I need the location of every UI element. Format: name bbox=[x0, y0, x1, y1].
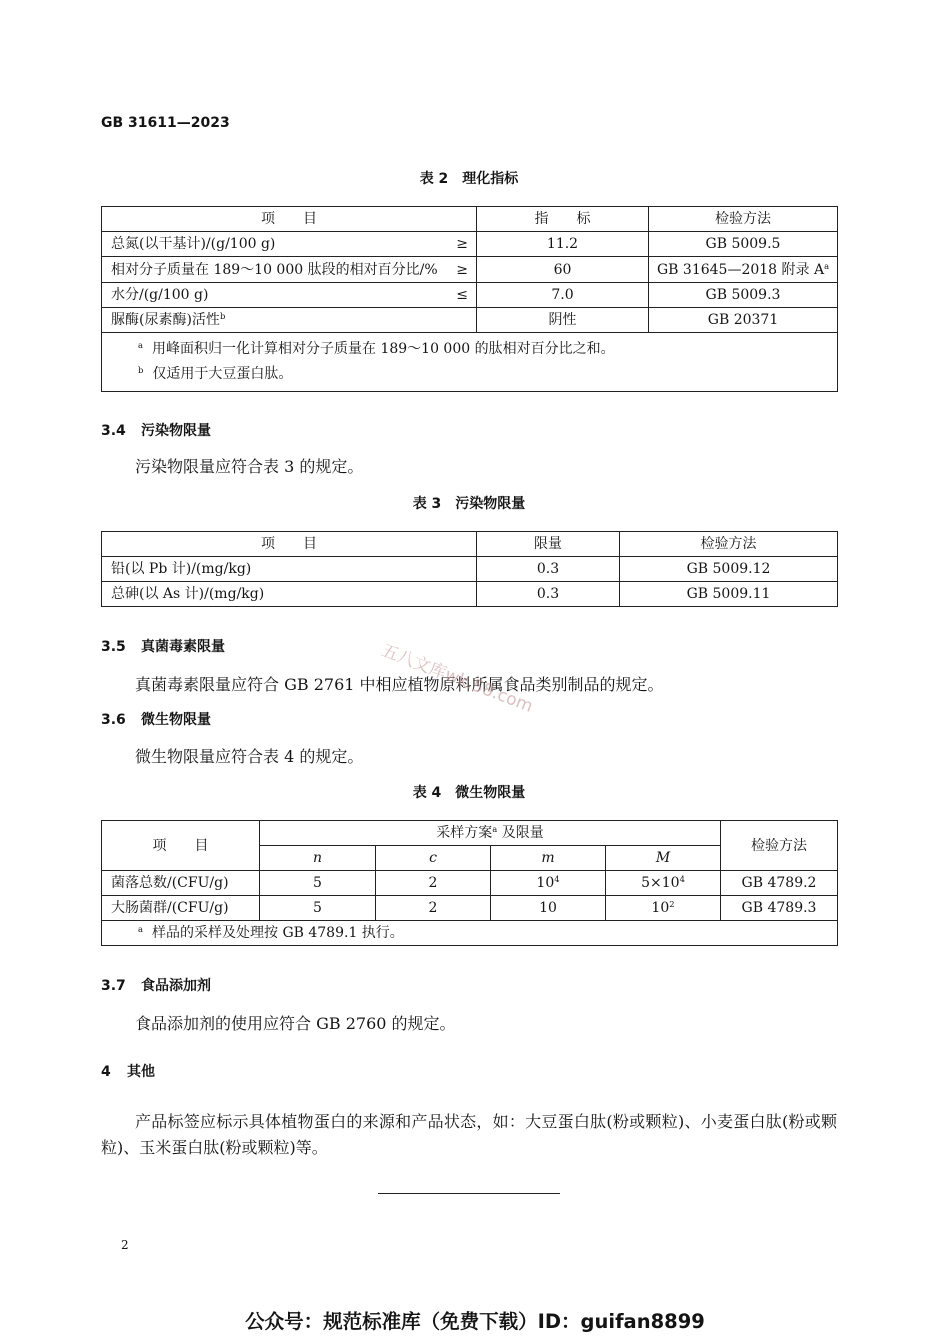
header-item: 项 目 bbox=[102, 821, 260, 871]
section-paragraph: 食品添加剂的使用应符合 GB 2760 的规定。 bbox=[135, 1014, 456, 1033]
table-note bbox=[138, 337, 829, 362]
table-header-row bbox=[102, 207, 838, 232]
comparison-operator: ≤ bbox=[456, 287, 468, 303]
table-row bbox=[102, 232, 838, 257]
table-notes-row bbox=[102, 921, 838, 946]
header-method: 检验方法 bbox=[649, 207, 838, 232]
m-cell: 10 bbox=[491, 896, 606, 921]
footer-banner: 公众号：规范标准库（免费下载）ID：guifan8899 bbox=[245, 1310, 705, 1333]
item-cell bbox=[102, 257, 477, 283]
method-cell: GB 5009.12 bbox=[620, 557, 838, 582]
c-cell: 2 bbox=[376, 896, 491, 921]
table-row bbox=[102, 283, 838, 308]
value-cell: 阴性 bbox=[477, 308, 649, 333]
section-title: 微生物限量 bbox=[141, 712, 211, 728]
value-cell: 60 bbox=[477, 257, 649, 283]
table-row bbox=[102, 557, 838, 582]
m-cell bbox=[491, 871, 606, 896]
method-cell: GB 5009.3 bbox=[649, 283, 838, 308]
section-paragraph: 污染物限量应符合表 3 的规定。 bbox=[135, 457, 364, 476]
header-item: 项 目 bbox=[102, 532, 477, 557]
table-2-physicochemical bbox=[101, 206, 838, 392]
section-paragraph: 微生物限量应符合表 4 的规定。 bbox=[135, 747, 364, 766]
header-value: 指 标 bbox=[477, 207, 649, 232]
method-cell: GB 5009.11 bbox=[620, 582, 838, 607]
item-label: 脲酶(尿素酶)活性 bbox=[111, 312, 220, 328]
section-heading bbox=[101, 711, 401, 729]
section-heading bbox=[101, 638, 401, 656]
note-text: 仅适用于大豆蛋白肽。 bbox=[152, 366, 293, 382]
table-note bbox=[138, 362, 829, 387]
M-cell bbox=[606, 896, 721, 921]
method-cell bbox=[649, 257, 838, 283]
header-M: M bbox=[606, 846, 721, 871]
item-cell: 菌落总数/(CFU/g) bbox=[102, 871, 260, 896]
section-title: 其他 bbox=[127, 1064, 155, 1080]
note-mark: a bbox=[138, 339, 143, 350]
header-item: 项 目 bbox=[102, 207, 477, 232]
sampling-plan-label: 采样方案 bbox=[436, 825, 493, 841]
table-row bbox=[102, 896, 838, 921]
table-header-row bbox=[102, 532, 838, 557]
section-number: 4 bbox=[101, 1064, 111, 1080]
document-code: GB 31611—2023 bbox=[101, 115, 230, 131]
item-cell: 铅(以 Pb 计)/(mg/kg) bbox=[102, 557, 477, 582]
M-exponent: 4 bbox=[679, 873, 685, 884]
sampling-plan-suffix: 及限量 bbox=[497, 825, 544, 841]
section-heading bbox=[101, 1063, 401, 1081]
table-2-title: 表 2 理化指标 bbox=[419, 171, 519, 187]
watermark: 五八文库wk.58.com bbox=[378, 640, 536, 717]
section-number: 3.4 bbox=[101, 423, 126, 439]
footnote-mark: b bbox=[219, 310, 226, 321]
table-notes bbox=[102, 921, 838, 946]
table-header-row bbox=[102, 821, 838, 846]
section-number: 3.5 bbox=[101, 639, 126, 655]
item-label: 水分/(g/100 g) bbox=[111, 287, 209, 303]
header-method: 检验方法 bbox=[721, 821, 838, 871]
paragraph-line: 粒)、玉米蛋白肽(粉或颗粒)等。 bbox=[101, 1138, 328, 1157]
m-exponent: 4 bbox=[554, 873, 560, 884]
note-mark: b bbox=[138, 364, 144, 375]
note-mark: a bbox=[138, 923, 143, 934]
header-method: 检验方法 bbox=[620, 532, 838, 557]
note-text: 样品的采样及处理按 GB 4789.1 执行。 bbox=[152, 925, 404, 941]
table-notes bbox=[102, 333, 838, 392]
table-notes-row bbox=[102, 333, 838, 392]
M-base: 5×10 bbox=[641, 875, 680, 891]
m-base: 10 bbox=[536, 875, 555, 891]
page-number: 2 bbox=[121, 1238, 129, 1252]
item-cell bbox=[102, 283, 477, 308]
section-heading bbox=[101, 422, 401, 440]
method-cell: GB 4789.2 bbox=[721, 871, 838, 896]
header-m: m bbox=[491, 846, 606, 871]
value-cell: 7.0 bbox=[477, 283, 649, 308]
table-row bbox=[102, 308, 838, 333]
table-row bbox=[102, 871, 838, 896]
footnote-mark: a bbox=[492, 823, 498, 834]
table-3-contaminants bbox=[101, 531, 838, 607]
method-text: GB 31645—2018 附录 A bbox=[657, 261, 825, 278]
M-cell bbox=[606, 871, 721, 896]
item-label: 相对分子质量在 189～10 000 肽段的相对百分比/% bbox=[111, 261, 438, 278]
section-heading bbox=[101, 977, 401, 995]
n-cell: 5 bbox=[260, 871, 376, 896]
item-cell: 总砷(以 As 计)/(mg/kg) bbox=[102, 582, 477, 607]
item-cell bbox=[102, 308, 477, 333]
table-row bbox=[102, 257, 838, 283]
limit-cell: 0.3 bbox=[477, 557, 620, 582]
n-cell: 5 bbox=[260, 896, 376, 921]
limit-cell: 0.3 bbox=[477, 582, 620, 607]
note-text: 用峰面积归一化计算相对分子质量在 189～10 000 的肽相对百分比之和。 bbox=[152, 341, 615, 357]
paragraph-line: 产品标签应标示具体植物蛋白的来源和产品状态，如：大豆蛋白肽(粉或颗粒)、小麦蛋白肽(粉或颗 bbox=[135, 1112, 837, 1131]
section-title: 污染物限量 bbox=[141, 423, 211, 439]
value-cell: 11.2 bbox=[477, 232, 649, 257]
method-cell: GB 5009.5 bbox=[649, 232, 838, 257]
table-row bbox=[102, 582, 838, 607]
table-4-microbial bbox=[101, 820, 838, 946]
section-title: 食品添加剂 bbox=[141, 978, 211, 994]
method-cell: GB 4789.3 bbox=[721, 896, 838, 921]
item-cell bbox=[102, 232, 477, 257]
section-title: 真菌毒素限量 bbox=[141, 639, 225, 655]
method-cell: GB 20371 bbox=[649, 308, 838, 333]
section-paragraph: 真菌毒素限量应符合 GB 2761 中相应植物原料所属食品类别制品的规定。 bbox=[135, 675, 664, 694]
comparison-operator: ≥ bbox=[456, 236, 468, 252]
header-limit: 限量 bbox=[477, 532, 620, 557]
table-3-title: 表 3 污染物限量 bbox=[412, 496, 526, 512]
M-exponent: 2 bbox=[669, 898, 675, 909]
section-number: 3.6 bbox=[101, 712, 126, 728]
header-c: c bbox=[376, 846, 491, 871]
table-4-title: 表 4 微生物限量 bbox=[412, 785, 526, 801]
item-label: 总氮(以干基计)/(g/100 g) bbox=[111, 236, 276, 252]
footnote-mark: a bbox=[824, 260, 830, 271]
header-n: n bbox=[260, 846, 376, 871]
end-rule bbox=[378, 1193, 560, 1194]
c-cell: 2 bbox=[376, 871, 491, 896]
section-paragraph bbox=[101, 1109, 837, 1161]
header-sampling-plan bbox=[260, 821, 721, 846]
M-base: 10 bbox=[651, 900, 670, 916]
section-number: 3.7 bbox=[101, 978, 126, 994]
item-cell: 大肠菌群/(CFU/g) bbox=[102, 896, 260, 921]
comparison-operator: ≥ bbox=[456, 261, 468, 278]
